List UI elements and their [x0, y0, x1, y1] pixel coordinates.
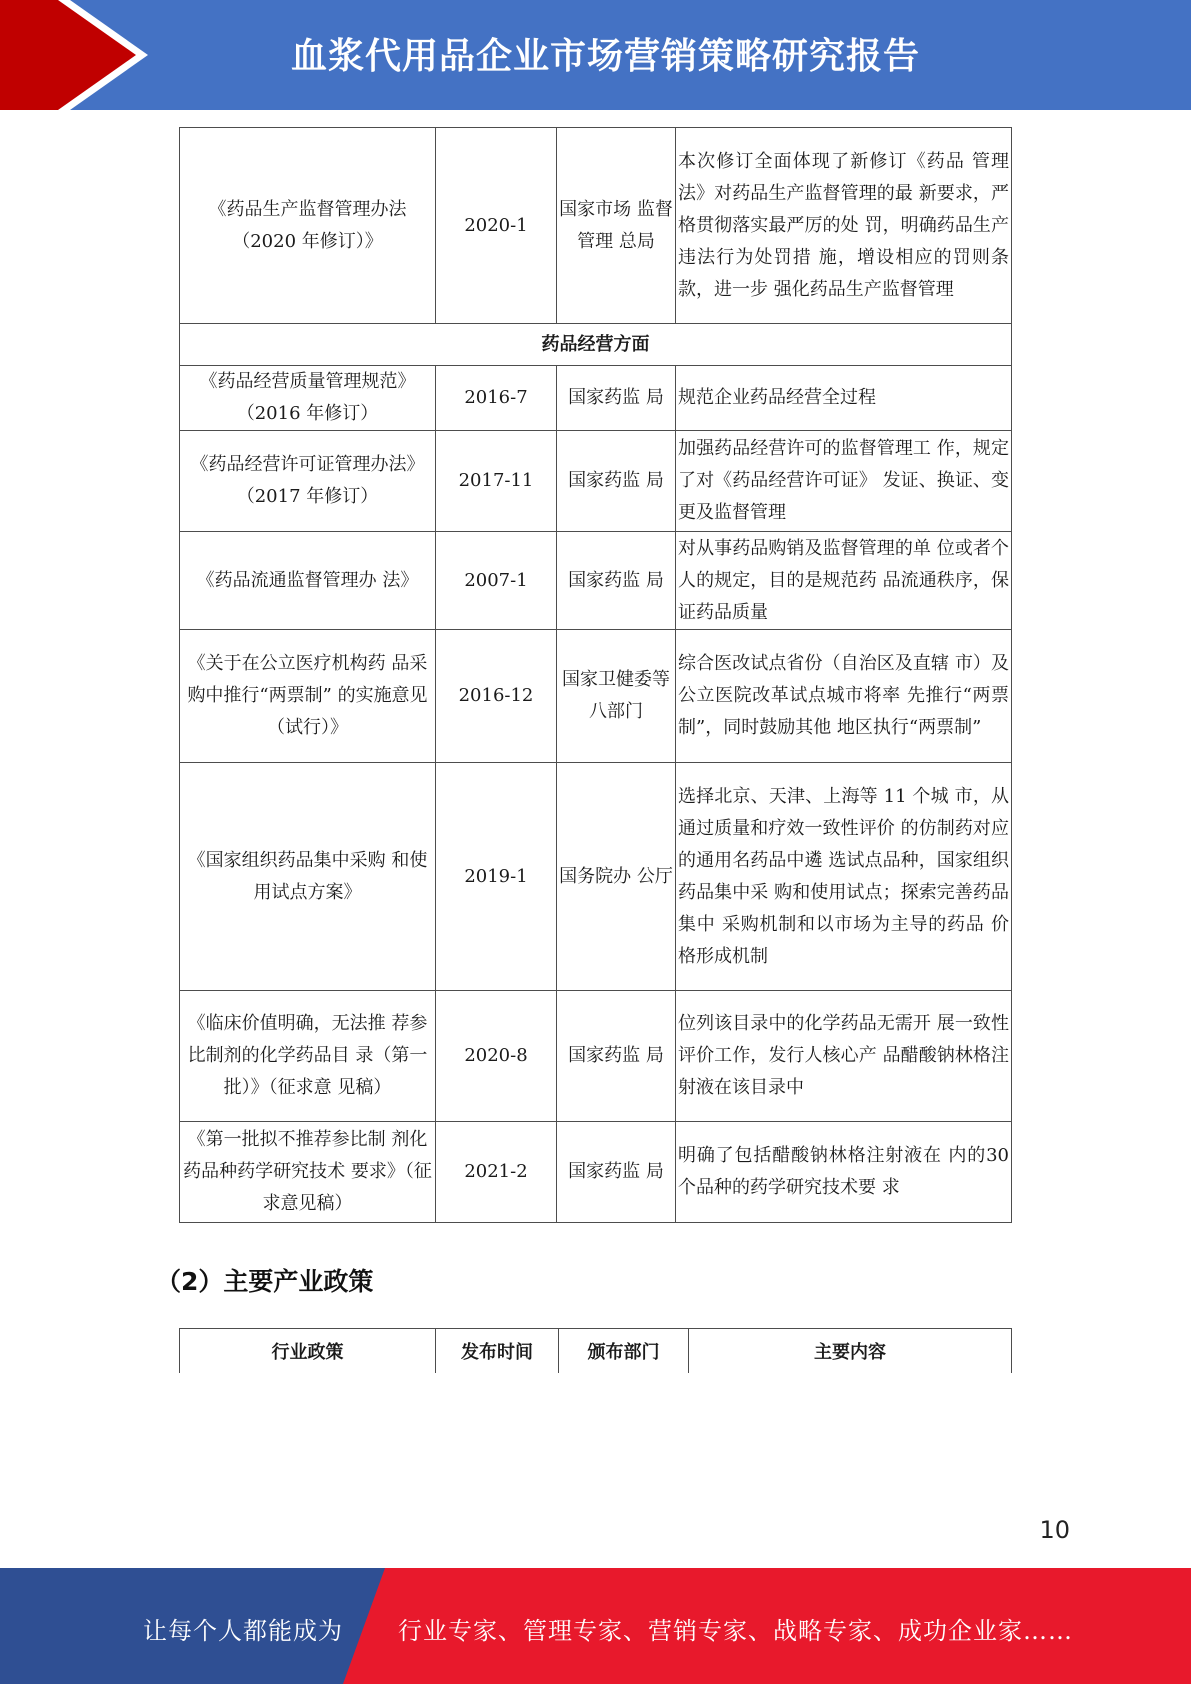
table-row [180, 630, 1012, 763]
policy-content: 对从事药品购销及监督管理的单 位或者个人的规定，目的是规范药 品流通秩序，保证药品质量 [676, 532, 1012, 630]
table-row [180, 1122, 1012, 1223]
policy-content: 加强药品经营许可的监督管理工 作，规定了对《药品经营许可证》 发证、换证、变更及监督管理 [676, 431, 1012, 532]
page-number: 10 [1039, 1516, 1070, 1544]
section-heading: （2）主要产业政策 [156, 1267, 374, 1296]
table-row [180, 431, 1012, 532]
policy-name: 《国家组织药品集中采购 和使用试点方案》 [180, 763, 436, 991]
policy-content: 规范企业药品经营全过程 [676, 366, 1012, 431]
column-header: 行业政策 [180, 1329, 436, 1374]
policy-content: 位列该目录中的化学药品无需开 展一致性评价工作，发行人核心产 品醋酸钠林格注射液在该目录中 [676, 991, 1012, 1122]
table-row [180, 532, 1012, 630]
policy-dept: 国家市场 监督管理 总局 [557, 128, 676, 324]
policy-date: 2016-7 [436, 366, 557, 431]
table-header-row [180, 1329, 1012, 1374]
column-header: 发布时间 [436, 1329, 559, 1374]
table-row [180, 763, 1012, 991]
policy-name: 《药品经营许可证管理办法》（2017 年修订） [180, 431, 436, 532]
policy-name: 《关于在公立医疗机构药 品采购中推行“两票制” 的实施意见（试行）》 [180, 630, 436, 763]
table-row [180, 366, 1012, 431]
industry-policy-table [179, 1328, 1012, 1373]
footer-banner [0, 1568, 1191, 1684]
report-title: 血浆代用品企业市场营销策略研究报告 [290, 36, 920, 77]
policy-name: 《药品流通监督管理办 法》 [180, 532, 436, 630]
policy-content: 综合医改试点省份（自治区及直辖 市）及公立医院改革试点城市将率 先推行“两票制”，同时鼓励其他 地区执行“两票制” [676, 630, 1012, 763]
column-header: 颁布部门 [559, 1329, 689, 1374]
policy-date: 2020-1 [436, 128, 557, 324]
column-header: 主要内容 [689, 1329, 1012, 1374]
policy-dept: 国家药监 局 [557, 1122, 676, 1223]
table-row [180, 128, 1012, 324]
policy-table [179, 127, 1012, 1223]
policy-dept: 国家药监 局 [557, 532, 676, 630]
policy-name: 《临床价值明确，无法推 荐参比制剂的化学药品目 录（第一批）》（征求意 见稿） [180, 991, 436, 1122]
policy-dept: 国家药监 局 [557, 431, 676, 532]
policy-content: 明确了包括醋酸钠林格注射液在 内的30 个品种的药学研究技术要 求 [676, 1122, 1012, 1223]
policy-dept: 国家药监 局 [557, 991, 676, 1122]
table-row [180, 991, 1012, 1122]
policy-date: 2016-12 [436, 630, 557, 763]
policy-name: 《药品经营质量管理规范》（2016 年修订） [180, 366, 436, 431]
policy-content: 本次修订全面体现了新修订《药品 管理法》对药品生产监督管理的最 新要求，严格贯彻落实最严厉的处 罚，明确药品生产违法行为处罚措 施，增设相应的罚则条款，进一步 强化药品生产监督管理 [676, 128, 1012, 324]
policy-date: 2017-11 [436, 431, 557, 532]
policy-date: 2021-2 [436, 1122, 557, 1223]
section-row [180, 324, 1012, 366]
policy-dept: 国务院办 公厅 [557, 763, 676, 991]
policy-date: 2007-1 [436, 532, 557, 630]
header-banner [0, 0, 1191, 110]
policy-dept: 国家药监 局 [557, 366, 676, 431]
footer-slogan-right: 行业专家、管理专家、营销专家、战略专家、成功企业家…… [398, 1617, 1073, 1645]
policy-content: 选择北京、天津、上海等 11 个城 市，从通过质量和疗效一致性评价 的仿制药对应的通用名药品中遴 选试点品种，国家组织药品集中采 购和使用试点；探索完善药品集中 采购机制和以市场为主导的药品 价格形成机制 [676, 763, 1012, 991]
policy-date: 2019-1 [436, 763, 557, 991]
section-label: 药品经营方面 [180, 324, 1012, 366]
policy-dept: 国家卫健委等八部门 [557, 630, 676, 763]
policy-date: 2020-8 [436, 991, 557, 1122]
policy-name: 《药品生产监督管理办法（2020 年修订）》 [180, 128, 436, 324]
policy-name: 《第一批拟不推荐参比制 剂化药品种药学研究技术 要求》（征求意见稿） [180, 1122, 436, 1223]
footer-slogan-left: 让每个人都能成为 [143, 1617, 343, 1645]
